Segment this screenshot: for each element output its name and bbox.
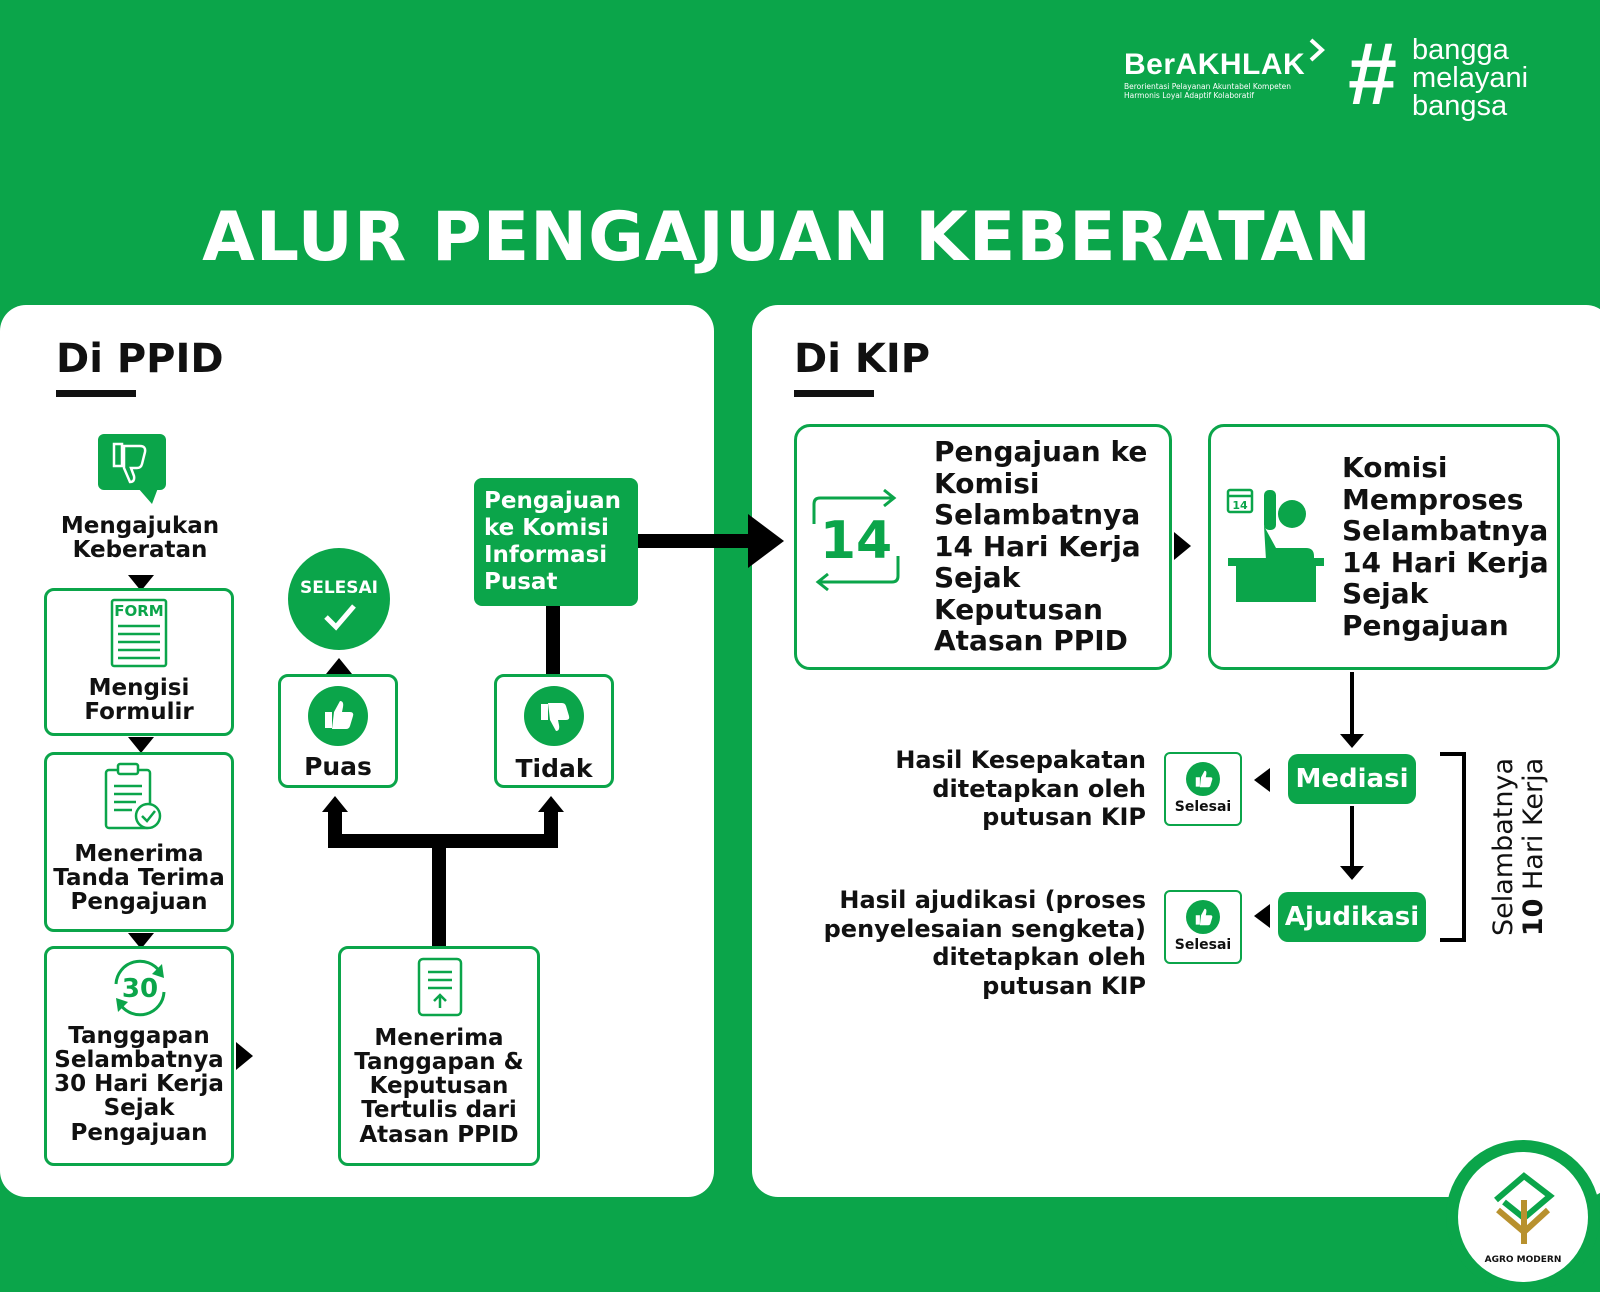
timeframe-num: 10 (1518, 898, 1549, 937)
tanggapan-line1: Tanggapan (68, 1023, 210, 1049)
tanggapan-label (44, 1024, 234, 1145)
kip-box2-line1: Komisi (1342, 451, 1448, 484)
mediasi-result (846, 746, 1146, 832)
kip-box1-label (934, 436, 1170, 657)
clipboard-check-icon (102, 762, 166, 834)
arrow-to-kip-shaft (638, 534, 752, 548)
kip-box2-line3: Selambatnya (1342, 514, 1549, 547)
branch-left (328, 806, 342, 846)
tanggapan-line5: Pengajuan (70, 1119, 208, 1146)
keputusan-line2: Tanggapan & (354, 1049, 524, 1076)
branch-stem (432, 846, 446, 946)
bangga-melayani-logo (1348, 24, 1578, 131)
arrow-up-selesai (326, 658, 352, 674)
kip-box2-label (1342, 452, 1558, 641)
thumbs-up-icon (322, 698, 356, 732)
arrow-down-2 (128, 737, 154, 753)
kip-box2-line4: 14 Hari Kerja (1342, 545, 1549, 579)
raise-hand-calendar-icon (1226, 486, 1326, 606)
keputusan-line3: Keputusan (369, 1073, 509, 1100)
ppid-heading: Di PPID (56, 336, 224, 382)
arrow-right-kip (1174, 532, 1191, 560)
cycle-30-icon (106, 956, 174, 1020)
formulir-label (44, 676, 234, 724)
berakhlak-sub2: Harmonis Loyal Adaptif Kolaboratif (1124, 91, 1255, 100)
arrow-left-ajudikasi (1254, 904, 1270, 928)
chevron-right-icon (1308, 38, 1326, 62)
kip-box2-line2: Memproses (1342, 482, 1524, 516)
arrow-up-tidak (538, 796, 564, 812)
tanggapan-line3: 30 Hari Kerja (54, 1071, 224, 1098)
agro-modern-text: AGRO MODERN (1484, 1255, 1562, 1265)
arrow-down-ajudikasi (1340, 866, 1364, 880)
kip-box1-line1: Pengajuan ke (934, 435, 1148, 468)
tidak-label: Tidak (515, 754, 593, 783)
formulir-line2: Formulir (84, 699, 194, 726)
arrow-down-mediasi (1340, 734, 1364, 748)
kip-box2-badge: 14 (1232, 499, 1248, 512)
tanggapan-line4: Sejak (103, 1095, 175, 1122)
tanda-terima-label (44, 842, 234, 914)
kip-box1-line2: Komisi (934, 466, 1040, 500)
kip-box1-line5: Sejak (934, 561, 1021, 594)
bangga-line2: melayani (1412, 62, 1529, 94)
agro-modern-emblem-icon (1488, 1170, 1560, 1246)
bangga-line3: bangsa (1412, 90, 1508, 122)
ajudikasi-thumbs-up-icon (1194, 907, 1214, 927)
timeframe-label (1489, 727, 1519, 967)
komisi-pusat-line1: Pengajuan (484, 488, 621, 514)
mediasi-label: Mediasi (1295, 764, 1409, 794)
timeframe-line1: Selambatnya (1488, 758, 1519, 937)
ajudikasi-result-line2: penyelesaian sengketa) (823, 914, 1146, 943)
ajudikasi-label: Ajudikasi (1284, 902, 1420, 932)
mediasi-result-line3: putusan KIP (982, 803, 1146, 831)
kip-box1-badge: 14 (819, 511, 893, 571)
memproses-to-mediasi-line (1350, 672, 1354, 738)
ajudikasi-result-line4: putusan KIP (982, 971, 1146, 1000)
tanda-terima-line2: Tanda Terima (53, 865, 225, 892)
mediasi-selesai-label: Selesai (1174, 799, 1232, 815)
check-icon (322, 602, 358, 632)
komisi-pusat-line3: Informasi (484, 542, 608, 568)
ajudikasi-result-line3: ditetapkan oleh (932, 943, 1146, 971)
kip-box2-line5: Sejak (1342, 577, 1429, 610)
timeframe-rest: Hari Kerja (1518, 757, 1549, 899)
kip-box2-line6: Pengajuan (1342, 608, 1509, 642)
komisi-pusat-line2: ke Komisi (484, 515, 609, 541)
form-icon (110, 598, 168, 668)
thumbs-down-chat-icon (96, 432, 168, 506)
form-tag: FORM (114, 602, 164, 620)
berakhlak-title: BerAKHLAK (1124, 48, 1306, 81)
keputusan-label (338, 1026, 540, 1147)
mengajukan-label (40, 514, 240, 562)
branch-horizontal (328, 834, 558, 848)
timeframe-bracket (1440, 752, 1466, 942)
tanda-terima-line3: Pengajuan (70, 889, 208, 916)
formulir-line1: Mengisi (88, 675, 190, 701)
hashtag-icon: # (1348, 24, 1397, 123)
tanda-terima-line1: Menerima (74, 841, 204, 867)
mediasi-result-line2: ditetapkan oleh (932, 774, 1146, 803)
document-upload-icon (416, 956, 464, 1018)
tanggapan-line2: Selambatnya (54, 1047, 224, 1074)
mediasi-result-line1: Hasil Kesepakatan (895, 746, 1146, 774)
page-title: ALUR PENGAJUAN KEBERATAN (202, 198, 1372, 277)
ppid-heading-underline (56, 390, 136, 397)
mengajukan-line2: Keberatan (72, 537, 208, 564)
tidak-to-komisi-line (546, 604, 560, 674)
selesai-label: SELESAI (299, 578, 379, 598)
komisi-pusat-line4: Pusat (484, 569, 558, 595)
ajudikasi-result-line1: Hasil ajudikasi (proses (839, 886, 1146, 914)
ajudikasi-selesai-label: Selesai (1174, 937, 1232, 953)
arrow-up-puas (322, 796, 348, 812)
puas-label: Puas (304, 752, 372, 781)
branch-right (544, 806, 558, 846)
kip-box1-line7: Atasan PPID (934, 624, 1128, 657)
ajudikasi-result (786, 886, 1146, 1000)
calendar-14-cycle-icon (806, 480, 906, 604)
kip-heading: Di KIP (794, 336, 931, 382)
arrow-right-tanggapan (236, 1042, 253, 1070)
komisi-pusat-label (484, 488, 644, 596)
keputusan-line1: Menerima (374, 1025, 504, 1051)
berakhlak-logo (1124, 48, 1324, 118)
mediasi-thumbs-up-icon (1194, 769, 1214, 789)
kip-box1-line3: Selambatnya (934, 498, 1141, 531)
keputusan-line5: Atasan PPID (359, 1121, 519, 1148)
tanggapan-badge: 30 (121, 974, 159, 1004)
keputusan-line4: Tertulis dari (361, 1097, 517, 1124)
arrow-left-mediasi (1254, 768, 1270, 792)
timeframe-label-2 (1519, 727, 1549, 967)
berakhlak-sub1: Berorientasi Pelayanan Akuntabel Kompeten (1124, 82, 1292, 91)
kip-box1-line4: 14 Hari Kerja (934, 529, 1141, 563)
thumbs-down-icon (538, 700, 572, 734)
bangga-line1: bangga (1412, 34, 1509, 66)
arrow-to-kip-head (748, 514, 784, 568)
selesai-badge (288, 548, 390, 650)
kip-box1-line6: Keputusan (934, 592, 1103, 626)
mengajukan-line1: Mengajukan (60, 513, 220, 539)
kip-heading-underline (794, 390, 874, 397)
